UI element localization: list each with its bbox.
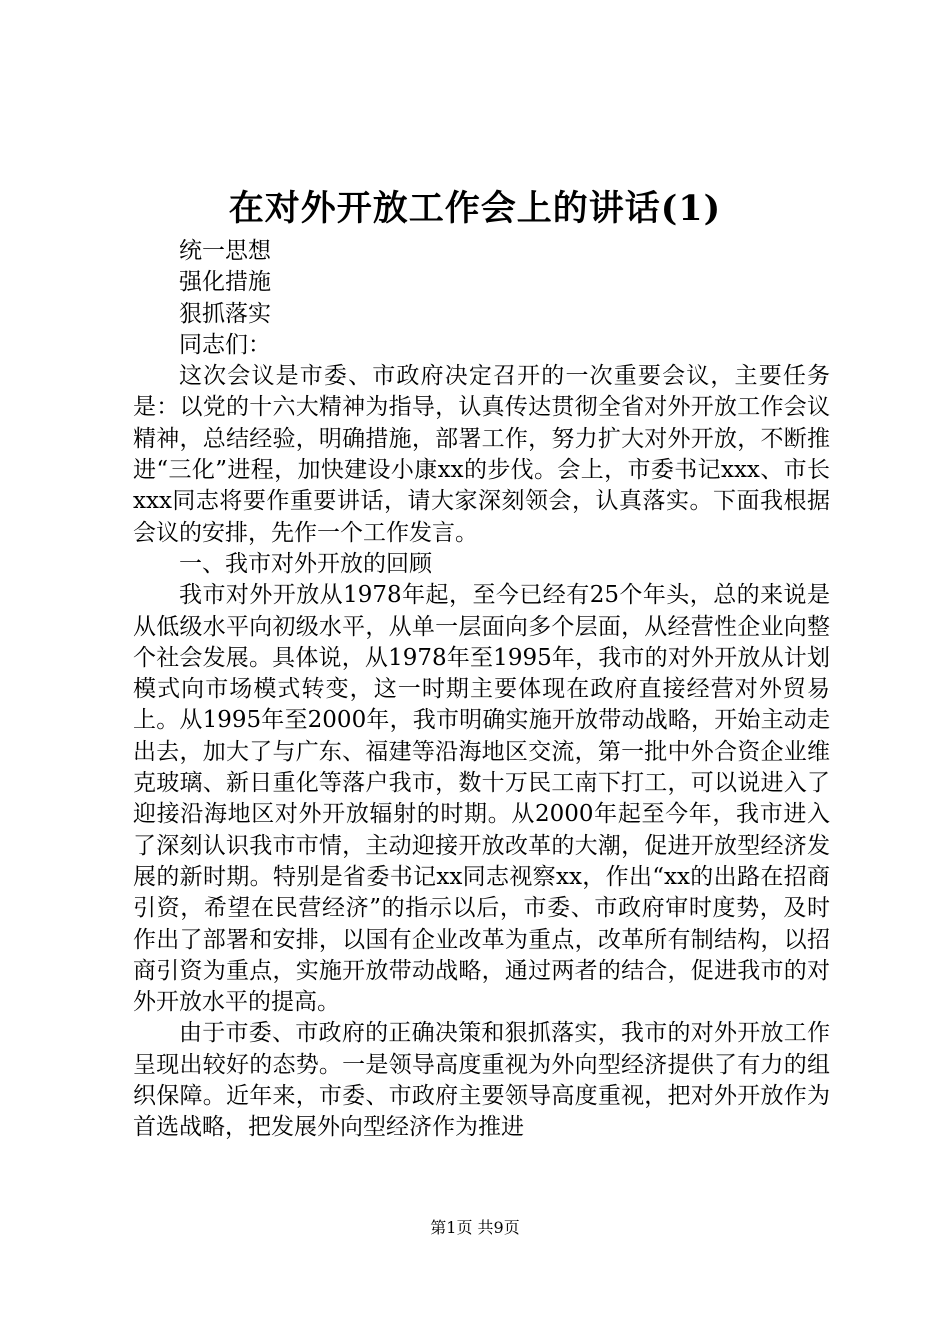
slogan-line-1: 统一思想 — [179, 238, 271, 264]
salutation: 同志们： — [179, 331, 271, 358]
slogan-line-3: 狠抓落实 — [179, 300, 271, 327]
section-heading-review: 一、我市对外开放的回顾 — [179, 550, 432, 577]
document-title: 在对外开放工作会上的讲话(1) — [228, 188, 722, 229]
page-footer: 第1页 共9页 — [430, 1218, 520, 1237]
paragraph-history: 我市对外开放从1978年起，至今已经有25个年头，总的来说是从低级水平向初级水平，从单一层面向多个层面，从经营性企业向整个社会发展。具体说，从1978年至1995年，我市的对外开放从计划模式向市场模式转变，这一时期主要体现在政府直接经营对外贸易上。从1995年至2000年，我市明确实施开放带动战略，开始主动走出去，加大了与广东、福建等沿海地区交流，第一批中外合资企业维克玻璃、新日重化等落户我市，数十万民工南下打工，可以说进入了迎接沿海地区对外开放辐射的时期。从2000年起至今年，我市进入了深刻认识我市市情，主动迎接开放改革的大潮，促进开放型经济发展的新时期。特别是省委书记xx同志视察xx，作出“xx的出路在招商引资，希望在民营经济”的指示以后，市委、市政府审时度势，及时作出了部署和安排，以国有企业改革为重点，改革所有制结构，以招商引资为重点，实施开放带动战略，通过两者的结合，促进我市的对外开放水平的提高。 — [133, 582, 830, 1016]
paragraph-achievements: 由于市委、市政府的正确决策和狠抓落实，我市的对外开放工作呈现出较好的态势。一是领导高度重视为外向型经济提供了有力的组织保障。近年来，市委、市政府主要领导高度重视，把对外开放作为首选战略，把发展外向型经济作为推进 — [133, 1020, 830, 1141]
document-body — [133, 236, 830, 1144]
paragraph-intro: 这次会议是市委、市政府决定召开的一次重要会议，主要任务是：以党的十六大精神为指导，认真传达贯彻全省对外开放工作会议精神，总结经验，明确措施，部署工作，努力扩大对外开放，不断推进“三化”进程，加快建设小康xx的步伐。会上，市委书记xxx、市长xxx同志将要作重要讲话，请大家深刻领会，认真落实。下面我根据会议的安排，先作一个工作发言。 — [133, 363, 830, 546]
slogan-line-2: 强化措施 — [179, 269, 271, 296]
